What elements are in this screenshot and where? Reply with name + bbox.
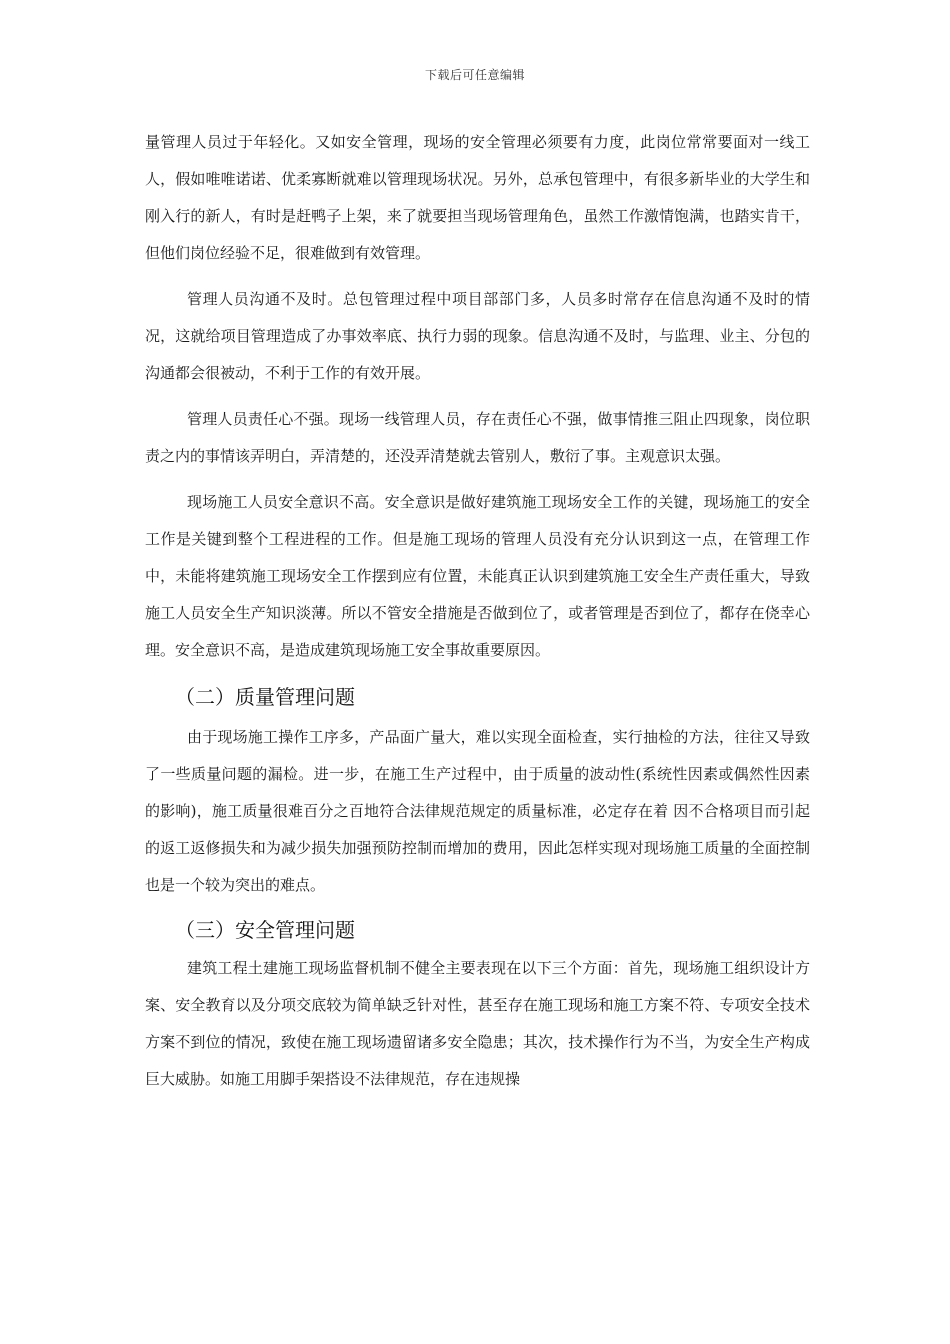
section-heading-quality: （二）质量管理问题: [175, 685, 355, 709]
paragraph-4: 现场施工人员安全意识不高。安全意识是做好建筑施工现场安全工作的关键，现场施工的安全工作是关键到整个工程进程的工作。但是施工现场的管理人员没有充分认识到这一点，在管理工作中，未能将建筑施工现场安全工作摆到应有位置，未能真正认识到建筑施工安全生产责任重大，导致施工人员安全生产知识淡薄。所以不管安全措施是否做到位了，或者管理是否到位了，都存在侥幸心理。安全意识不高，是造成建筑现场施工安全事故重要原因。: [145, 493, 810, 659]
paragraph-1: 量管理人员过于年轻化。又如安全管理，现场的安全管理必须要有力度，此岗位常常要面对一线工人，假如唯唯诺诺、优柔寡断就难以管理现场状况。另外，总承包管理中，有很多新毕业的大学生和刚入行的新人，有时是赶鸭子上架，来了就要担当现场管理角色，虽然工作激情饱满，也踏实肯干，但他们岗位经验不足，很难做到有效管理。: [145, 133, 810, 262]
document-body: [145, 124, 810, 1098]
section-heading-safety: （三）安全管理问题: [175, 918, 355, 942]
paragraph-3: 管理人员责任心不强。现场一线管理人员，存在责任心不强，做事情推三阻止四现象，岗位职责之内的事情该弄明白，弄清楚的，还没弄清楚就去管别人，敷衍了事。主观意识太强。: [145, 410, 810, 465]
paragraph-6: 建筑工程土建施工现场监督机制不健全主要表现在以下三个方面：首先，现场施工组织设计方案、安全教育以及分项交底较为简单缺乏针对性，甚至存在施工现场和施工方案不符、专项安全技术方案不到位的情况，致使在施工现场遗留诸多安全隐患；其次，技术操作行为不当，为安全生产构成巨大威胁。如施工用脚手架搭设不法律规范，存在违规操: [145, 959, 810, 1088]
paragraph-2: 管理人员沟通不及时。总包管理过程中项目部部门多，人员多时常存在信息沟通不及时的情况，这就给项目管理造成了办事效率底、执行力弱的现象。信息沟通不及时，与监理、业主、分包的沟通都会很被动，不利于工作的有效开展。: [145, 290, 810, 382]
paragraph-5: 由于现场施工操作工序多，产品面广量大，难以实现全面检查，实行抽检的方法，往往又导致了一些质量问题的漏检。进一步，在施工生产过程中，由于质量的波动性(系统性因素或偶然性因素的影响)，施工质量很难百分之百地符合法律规范规定的质量标准，必定存在着 因不合格项目而引起的返工返修损失和为减少损失加强预防控制而增加的费用，因此怎样实现对现场施工质量的全面控制也是一个较为突出的难点。: [145, 728, 810, 894]
page-header-note: 下载后可任意编辑: [424, 68, 525, 82]
